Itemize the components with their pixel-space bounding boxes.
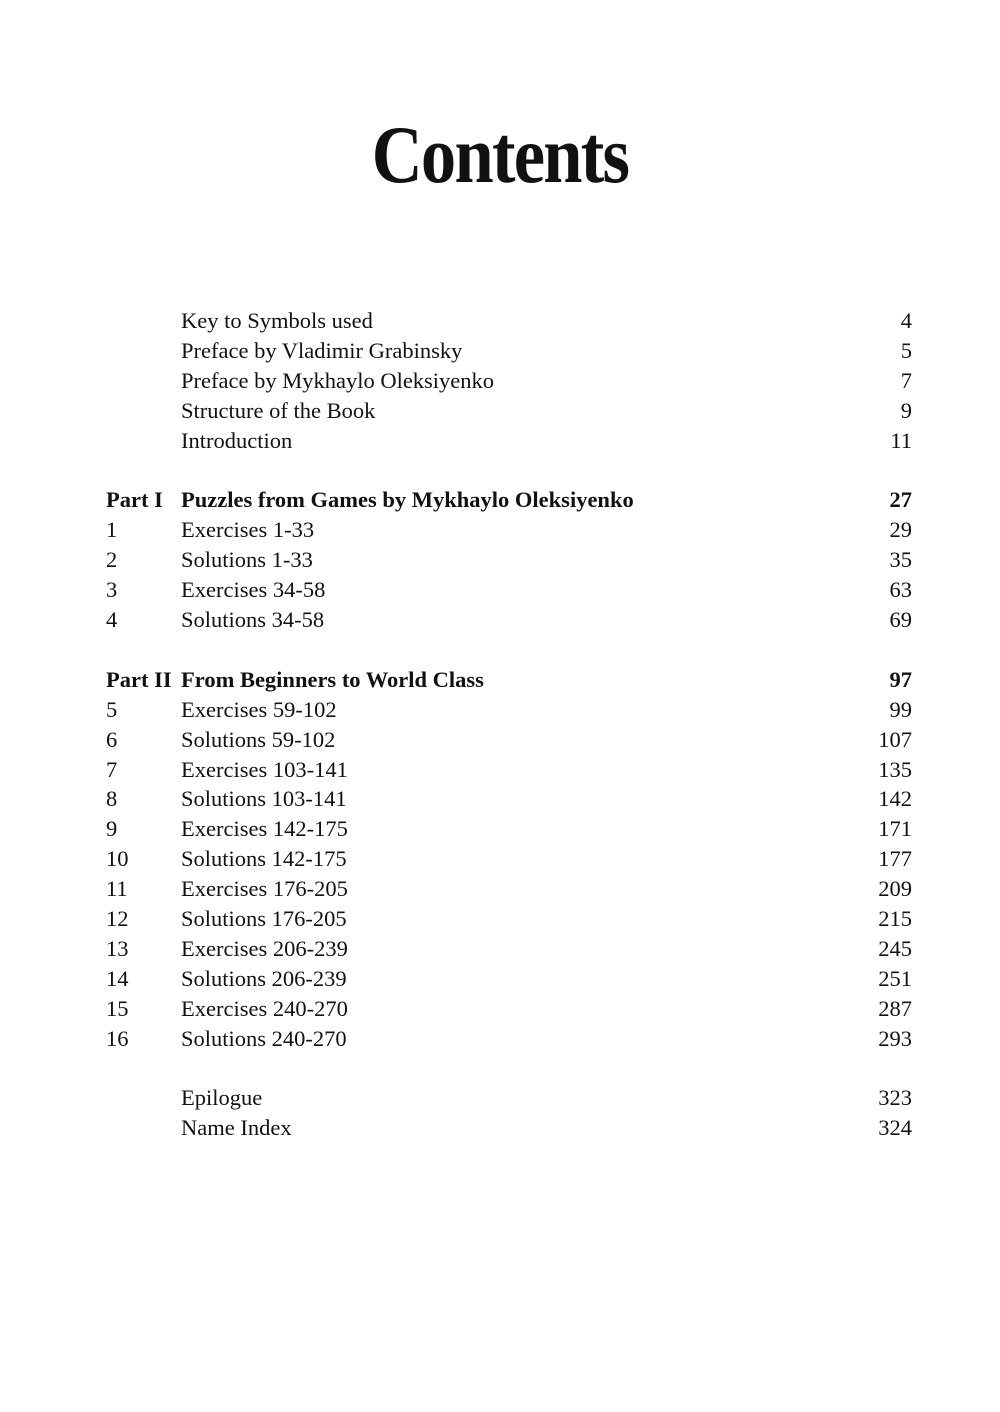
entry-title: Solutions 34-58 [181, 607, 325, 633]
toc-entry [106, 784, 912, 814]
toc-group [106, 485, 912, 634]
entry-title: Exercises 103-141 [181, 756, 348, 782]
page-number: 323 [878, 1085, 912, 1111]
part-number: Part II [106, 666, 172, 692]
entry-title: Solutions 103-141 [181, 786, 347, 812]
page-title: Contents [371, 109, 629, 200]
entry-title: Exercises 1-33 [181, 517, 315, 543]
part-title: From Beginners to World Class [181, 666, 484, 692]
page-number: 63 [889, 577, 912, 603]
table-of-contents [106, 306, 912, 1173]
entry-title: Solutions 206-239 [181, 965, 347, 991]
chapter-number: 7 [106, 756, 118, 782]
chapter-number: 14 [106, 965, 129, 991]
page-number: 142 [878, 786, 912, 812]
chapter-number: 1 [106, 517, 118, 543]
entry-title: Key to Symbols used [181, 308, 373, 333]
chapter-number: 3 [106, 577, 118, 603]
entry-title: Exercises 206-239 [181, 935, 348, 961]
chapter-number: 11 [106, 876, 128, 902]
entry-title: Exercises 59-102 [181, 696, 337, 722]
toc-entry [106, 755, 912, 785]
toc-entry [106, 1113, 912, 1143]
entry-title: Preface by Mykhaylo Oleksiyenko [181, 367, 495, 393]
toc-entry [106, 545, 912, 575]
page-number: 287 [878, 995, 912, 1021]
page-number: 69 [889, 607, 912, 633]
toc-entry [106, 336, 912, 366]
page-number: 5 [900, 337, 912, 363]
toc-entry [106, 1083, 912, 1113]
toc-entry [106, 366, 912, 396]
toc-entry [106, 725, 912, 755]
toc-entry [106, 844, 912, 874]
toc-entry [106, 575, 912, 605]
entry-title: Exercises 240-270 [181, 995, 348, 1021]
page-number: 29 [889, 517, 912, 543]
entry-title: Exercises 34-58 [181, 577, 326, 603]
toc-entry [106, 1024, 912, 1054]
entry-title: Structure of the Book [181, 397, 376, 423]
chapter-number: 9 [106, 816, 118, 842]
toc-entry [106, 396, 912, 426]
page-number: 135 [878, 756, 912, 782]
page-number: 209 [878, 876, 912, 902]
chapter-number: 13 [106, 935, 129, 961]
page-number: 293 [878, 1025, 912, 1051]
page-number: 11 [890, 427, 912, 453]
part-number: Part I [106, 487, 163, 513]
toc-entry [106, 306, 912, 336]
chapter-number: 8 [106, 786, 118, 812]
entry-title: Solutions 176-205 [181, 906, 347, 932]
page-number: 215 [878, 906, 912, 932]
toc-entry [106, 994, 912, 1024]
toc-entry [106, 426, 912, 456]
page-number: 9 [900, 397, 912, 423]
toc-entry [106, 814, 912, 844]
toc-group [106, 306, 912, 455]
toc-entry [106, 904, 912, 934]
page-number: 171 [878, 816, 912, 842]
page-number: 4 [900, 308, 912, 333]
page-number: 245 [878, 935, 912, 961]
part-title: Puzzles from Games by Mykhaylo Oleksiyenko [181, 487, 634, 513]
toc-entry [106, 605, 912, 635]
page-number: 251 [878, 965, 912, 991]
entry-title: Name Index [181, 1115, 292, 1141]
toc-group [106, 1083, 912, 1143]
page-number: 35 [889, 547, 912, 573]
entry-title: Introduction [181, 427, 293, 453]
chapter-number: 5 [106, 696, 118, 722]
page-number: 7 [900, 367, 912, 393]
chapter-number: 12 [106, 906, 129, 932]
page-number: 97 [889, 666, 912, 692]
chapter-number: 15 [106, 995, 129, 1021]
entry-title: Exercises 142-175 [181, 816, 348, 842]
toc-entry [106, 964, 912, 994]
chapter-number: 6 [106, 726, 118, 752]
chapter-number: 10 [106, 846, 129, 872]
toc-entry [106, 515, 912, 545]
chapter-number: 4 [106, 607, 118, 633]
entry-title: Solutions 1-33 [181, 547, 313, 573]
entry-title: Epilogue [181, 1085, 263, 1111]
chapter-number: 2 [106, 547, 118, 573]
entry-title: Solutions 240-270 [181, 1025, 347, 1051]
toc-entry [106, 695, 912, 725]
page-number: 107 [878, 726, 912, 752]
entry-title: Solutions 59-102 [181, 726, 336, 752]
chapter-number: 16 [106, 1025, 129, 1051]
page-number: 324 [878, 1115, 912, 1141]
toc-part-heading [106, 665, 912, 695]
entry-title: Preface by Vladimir Grabinsky [181, 337, 463, 363]
toc-group [106, 665, 912, 1054]
page-number: 99 [889, 696, 912, 722]
entry-title: Solutions 142-175 [181, 846, 347, 872]
toc-entry [106, 874, 912, 904]
entry-title: Exercises 176-205 [181, 876, 348, 902]
page-number: 27 [889, 487, 912, 513]
page-number: 177 [878, 846, 912, 872]
toc-part-heading [106, 485, 912, 515]
toc-entry [106, 934, 912, 964]
